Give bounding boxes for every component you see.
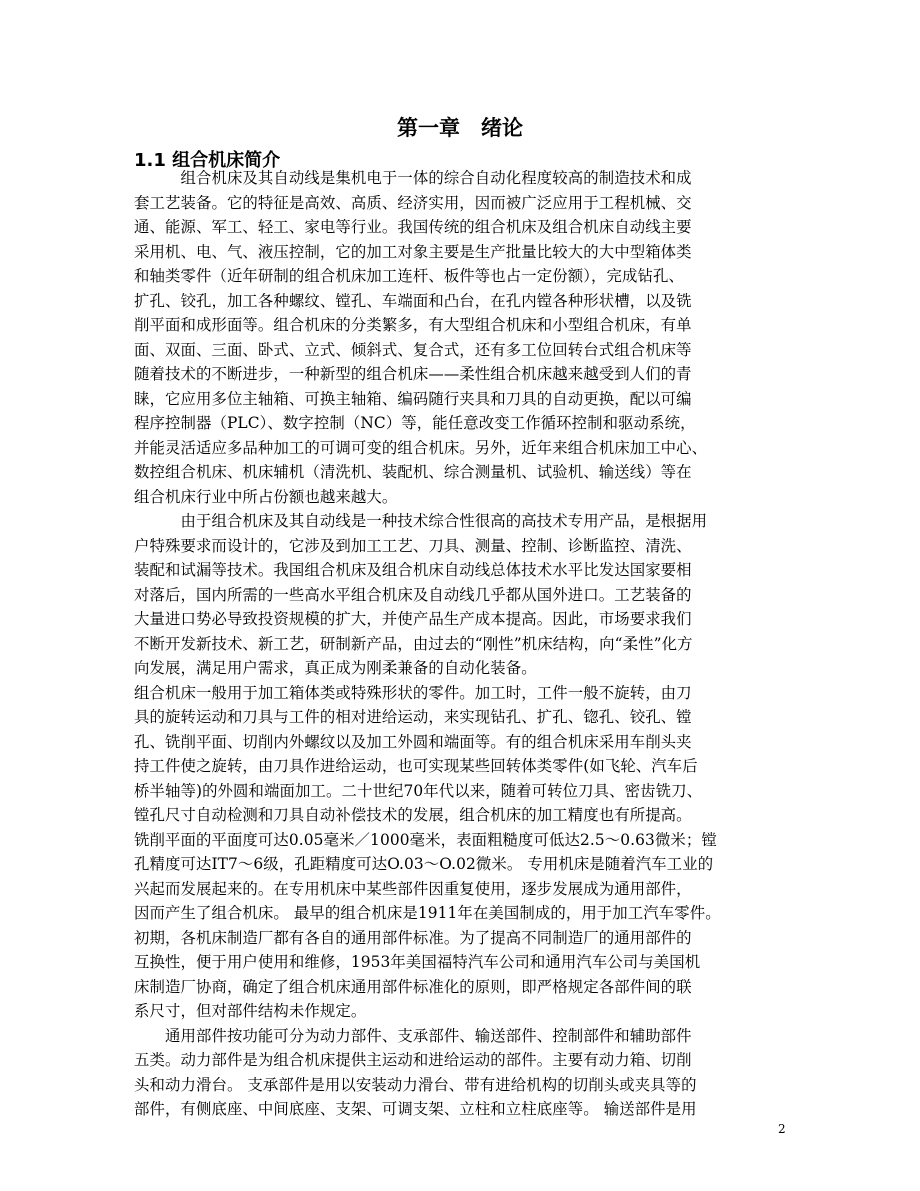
text-line: 五类。动力部件是为组合机床提供主运动和进给运动的部件。主要有动力箱、切削	[134, 1051, 692, 1069]
text-line: 组合机床一般用于加工箱体类或特殊形状的零件。加工时，工件一般不旋转，由刀	[134, 683, 692, 702]
text-line: 镗孔尺寸自动检测和刀具自动补偿技术的发展，组合机床的加工精度也有所提高。	[134, 806, 692, 824]
text-line: 不断开发新技术、新工艺，研制新产品，由过去的“刚性”机床结构，向“柔性”化方	[134, 634, 693, 653]
text-line: 扩孔、铰孔，加工各种螺纹、镗孔、车端面和凸台，在孔内镗各种形状槽，以及铣	[134, 291, 692, 310]
text-line: 铣削平面的平面度可达0.05毫米／1000毫米，表面粗糙度可低达2.5～0.63微米；镗	[134, 830, 717, 849]
text-line: 和轴类零件（近年研制的组合机床加工连杆、板件等也占一定份额），完成钻孔、	[134, 267, 684, 285]
chapter-title: 第一章 绪论	[397, 116, 523, 140]
text-line: 组合机床行业中所占份额也越来越大。	[134, 487, 398, 506]
text-line: 互换性，便于用户使用和维修，1953年美国福特汽车公司和通用汽车公司与美国机	[134, 953, 701, 971]
text-line: 并能灵活适应多品种加工的可调可变的组合机床。另外，近年来组合机床加工中心、	[134, 438, 708, 457]
text-line: 程序控制器（PLC）、数字控制（NC）等，能任意改变工作循环控制和驱动系统，	[134, 414, 696, 432]
text-line: 系尺寸，但对部件结构未作规定。	[134, 1002, 367, 1020]
text-line: 削平面和成形面等。组合机床的分类繁多，有大型组合机床和小型组合机床，有单	[134, 316, 692, 334]
text-line: 初期，各机床制造厂都有各自的通用部件标准。为了提高不同制造厂的通用部件的	[134, 928, 692, 947]
body-text	[134, 166, 794, 1122]
text-line: 床制造厂协商，确定了组合机床通用部件标准化的原则，即严格规定各部件间的联	[134, 977, 692, 996]
text-line: 因而产生了组合机床。 最早的组合机床是1911年在美国制成的，用于加工汽车零件。	[134, 904, 721, 922]
page-number: 2	[778, 1122, 786, 1136]
text-line: 睐，它应用多位主轴箱、可换主轴箱、编码随行夹具和刀具的自动更换，配以可编	[134, 389, 692, 408]
text-line: 通、能源、军工、轻工、家电等行业。我国传统的组合机床及组合机床自动线主要	[134, 218, 692, 236]
section-title: 1.1 组合机床简介	[134, 150, 281, 171]
text-line: 通用部件按功能可分为动力部件、支承部件、输送部件、控制部件和辅助部件	[134, 1026, 692, 1045]
text-line: 面、双面、三面、卧式、立式、倾斜式、复合式，还有多工位回转台式组合机床等	[134, 340, 692, 359]
text-line: 向发展，满足用户需求，真正成为刚柔兼备的自动化装备。	[134, 659, 537, 677]
text-line: 桥半轴等)的外圆和端面加工。二十世纪70年代以来，随着可转位刀具、密齿铣刀、	[134, 781, 703, 800]
text-line: 持工件使之旋转，由刀具作进给运动，也可实现某些回转体类零件(如飞轮、汽车后	[134, 757, 698, 775]
text-line: 对落后，国内所需的一些高水平组合机床及自动线几乎都从国外进口。工艺装备的	[134, 585, 692, 604]
text-line: 头和动力滑台。 支承部件是用以安装动力滑台、带有进给机构的切削头或夹具等的	[134, 1075, 697, 1094]
text-line: 由于组合机床及其自动线是一种技术综合性很高的高技术专用产品，是根据用	[134, 512, 708, 530]
text-line: 户特殊要求而设计的，它涉及到加工工艺、刀具、测量、控制、诊断监控、清洗、	[134, 536, 692, 555]
text-line: 采用机、电、气、液压控制，它的加工对象主要是生产批量比较大的大中型箱体类	[134, 242, 692, 261]
text-line: 数控组合机床、机床辅机（清洗机、装配机、综合测量机、试验机、输送线）等在	[134, 463, 692, 481]
text-line: 大量进口势必导致投资规模的扩大，并使产品生产成本提高。因此，市场要求我们	[134, 610, 692, 628]
text-line: 孔精度可达IT7～6级，孔距精度可达O.03～O.02微米。 专用机床是随着汽车工业的	[134, 855, 714, 873]
text-line: 装配和试漏等技术。我国组合机床及组合机床自动线总体技术水平比发达国家要相	[134, 561, 692, 579]
text-line: 兴起而发展起来的。在专用机床中某些部件因重复使用，逐步发展成为通用部件，	[134, 879, 692, 898]
text-line: 具的旋转运动和刀具与工件的相对进给运动，来实现钻孔、扩孔、锪孔、铰孔、镗	[134, 708, 692, 726]
text-line: 套工艺装备。它的特征是高效、高质、经济实用，因而被广泛应用于工程机械、交	[134, 193, 692, 212]
text-line: 孔、铣削平面、切削内外螺纹以及加工外圆和端面等。有的组合机床采用车削头夹	[134, 732, 692, 751]
text-line: 随着技术的不断进步，一种新型的组合机床——柔性组合机床越来越受到人们的青	[134, 365, 692, 383]
text-line: 组合机床及其自动线是集机电于一体的综合自动化程度较高的制造技术和成	[134, 169, 692, 187]
text-line: 部件，有侧底座、中间底座、支架、可调支架、立柱和立柱底座等。 输送部件是用	[134, 1100, 697, 1118]
